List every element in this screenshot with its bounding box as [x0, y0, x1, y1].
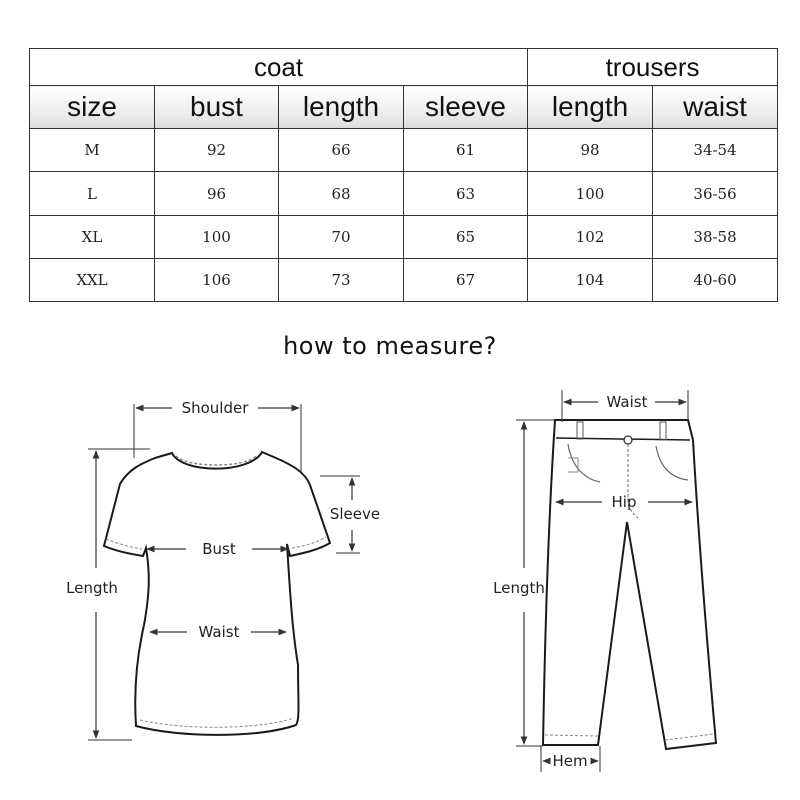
- column-header-row: [30, 86, 778, 129]
- sleeve-label: Sleeve: [329, 505, 381, 523]
- sleeve-cell: 65: [404, 215, 528, 258]
- trousers-length-cell: 100: [528, 172, 653, 215]
- waist-cell: 36-56: [653, 172, 778, 215]
- size-cell: M: [30, 129, 155, 172]
- waist-cell: 34-54: [653, 129, 778, 172]
- table-row: [30, 215, 778, 258]
- shirt-waist-label: Waist: [198, 623, 240, 641]
- table-row: [30, 172, 778, 215]
- size-cell: XL: [30, 215, 155, 258]
- column-header-waist: waist: [653, 86, 778, 129]
- column-header-bust: bust: [155, 86, 279, 129]
- coat-length-cell: 73: [279, 258, 404, 301]
- shirt-length-label: Length: [66, 579, 118, 597]
- bust-cell: 106: [155, 258, 279, 301]
- trousers-outline: [543, 420, 716, 749]
- size-cell: L: [30, 172, 155, 215]
- coat-length-cell: 68: [279, 172, 404, 215]
- tshirt-diagram: [66, 399, 380, 740]
- coat-length-cell: 66: [279, 129, 404, 172]
- column-header-trousers-length: length: [528, 86, 653, 129]
- how-to-measure-heading: how to measure?: [283, 332, 497, 360]
- shoulder-label: Shoulder: [181, 399, 249, 417]
- trousers-length-label: Length: [493, 579, 545, 597]
- bust-cell: 96: [155, 172, 279, 215]
- coat-length-cell: 70: [279, 215, 404, 258]
- sleeve-cell: 61: [404, 129, 528, 172]
- hem-label: Hem: [552, 752, 588, 770]
- table-row: [30, 258, 778, 301]
- hip-label: Hip: [611, 493, 637, 511]
- trousers-length-cell: 104: [528, 258, 653, 301]
- trousers-length-cell: 102: [528, 215, 653, 258]
- coat-group-header: coat: [30, 49, 528, 86]
- trousers-group-header: trousers: [528, 49, 778, 86]
- bust-cell: 92: [155, 129, 279, 172]
- sleeve-cell: 67: [404, 258, 528, 301]
- trousers-length-cell: 98: [528, 129, 653, 172]
- sleeve-cell: 63: [404, 172, 528, 215]
- waist-cell: 40-60: [653, 258, 778, 301]
- waist-cell: 38-58: [653, 215, 778, 258]
- bust-cell: 100: [155, 215, 279, 258]
- table-row: [30, 129, 778, 172]
- trousers-waist-label: Waist: [606, 393, 648, 411]
- trousers-diagram: [493, 390, 716, 772]
- column-header-coat-length: length: [279, 86, 404, 129]
- tshirt-outline: [104, 452, 330, 735]
- column-header-sleeve: sleeve: [404, 86, 528, 129]
- measurement-diagrams: [0, 360, 800, 800]
- group-header-row: [30, 49, 778, 86]
- column-header-size: size: [30, 86, 155, 129]
- size-cell: XXL: [30, 258, 155, 301]
- size-chart-table: [29, 48, 778, 302]
- bust-label: Bust: [202, 540, 236, 558]
